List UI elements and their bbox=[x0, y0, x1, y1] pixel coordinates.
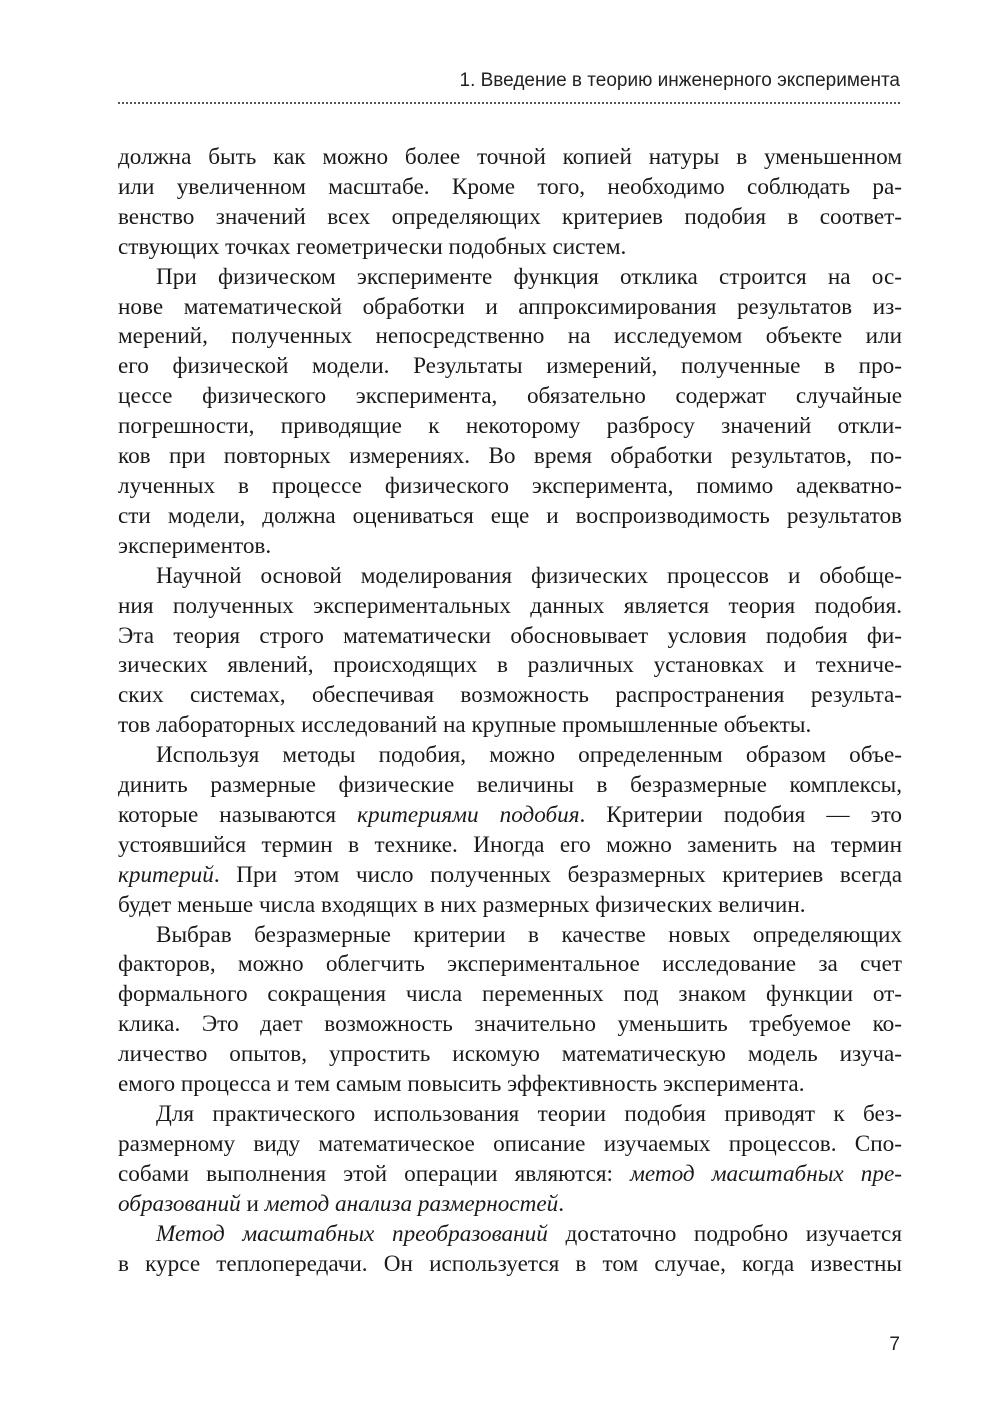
text-line: Для практического использования теории подобия приводят к без- bbox=[156, 1101, 902, 1127]
italic-term: метод анализа размерностей bbox=[264, 1190, 559, 1217]
paragraph bbox=[118, 741, 902, 920]
running-header bbox=[118, 68, 900, 104]
text-line: собами выполнения этой операции являются: метод масштабных пре- bbox=[118, 1160, 903, 1187]
text-line: мерений, полученных непосредственно на исследуемом объекте или bbox=[118, 323, 902, 350]
italic-term: метод масштабных пре- bbox=[630, 1160, 903, 1187]
text-line: ских системах, обеспечивая возможность распространения результа- bbox=[118, 682, 902, 709]
text-line: динить размерные физические величины в безразмерные комплексы, bbox=[118, 772, 902, 799]
text-line: будет меньше числа входящих в них размерных физических величин. bbox=[118, 891, 806, 918]
text-line: ствующих точках геометрически подобных систем. bbox=[118, 233, 627, 260]
text-line: нове математической обработки и аппроксимирования результатов из- bbox=[118, 293, 902, 320]
text-line: Эта теория строго математически обосновывает условия подобия фи- bbox=[118, 622, 902, 649]
text-line: размерному виду математическое описание изучаемых процессов. Спо- bbox=[118, 1130, 902, 1157]
text-line: образований и метод анализа размерностей. bbox=[118, 1190, 565, 1217]
italic-term: образований bbox=[118, 1190, 241, 1217]
text-line: сти модели, должна оцениваться еще и воспроизводимость результатов bbox=[118, 502, 902, 529]
text-line: ния полученных экспериментальных данных является теория подобия. bbox=[118, 592, 902, 619]
page-number bbox=[889, 1333, 900, 1357]
italic-term: критериями подобия bbox=[357, 801, 580, 828]
text-line: критерий. При этом число полученных безразмерных критериев всегда bbox=[118, 861, 902, 888]
text-line: Используя методы подобия, можно определенным образом объе- bbox=[156, 742, 902, 769]
paragraph bbox=[118, 143, 902, 263]
text-line: формального сокращения числа переменных под знаком функции от- bbox=[118, 981, 902, 1008]
text-line: цессе физического эксперимента, обязательно содержат случайные bbox=[118, 383, 902, 410]
running-header-title: 1. Введение в теорию инженерного эксперимента bbox=[459, 70, 900, 91]
text-line: устоявшийся термин в технике. Иногда его можно заменить на термин bbox=[118, 831, 902, 858]
text-line: которые называются критериями подобия. Критерии подобия — это bbox=[118, 801, 902, 828]
text-line: тов лабораторных исследований на крупные промышленные объекты. bbox=[118, 712, 812, 739]
text-line: Выбрав безразмерные критерии в качестве новых определяющих bbox=[156, 921, 902, 948]
text-line: венство значений всех определяющих критериев подобия в соответ- bbox=[118, 203, 902, 230]
text-line: зических явлений, происходящих в различных установках и техниче- bbox=[118, 652, 902, 679]
italic-term: критерий bbox=[118, 861, 214, 888]
paragraph bbox=[118, 1100, 902, 1220]
paragraph bbox=[118, 921, 902, 1100]
text-line: лученных в процессе физического эксперимента, помимо адекватно- bbox=[118, 472, 902, 499]
text-line: Метод масштабных преобразований достаточно подробно изучается bbox=[156, 1220, 902, 1247]
text-line: факторов, можно облегчить экспериментальное исследование за счет bbox=[118, 951, 902, 978]
text-line: ков при повторных измерениях. Во время обработки результатов, по- bbox=[118, 443, 902, 470]
text-line: личество опытов, упростить искомую математическую модель изуча- bbox=[118, 1041, 902, 1068]
text-line: клика. Это дает возможность значительно уменьшить требуемое ко- bbox=[118, 1011, 902, 1038]
text-line: погрешности, приводящие к некоторому разбросу значений откли- bbox=[118, 413, 902, 440]
page-body bbox=[118, 143, 902, 1279]
text-line: Научной основой моделирования физических процессов и обобще- bbox=[156, 562, 902, 589]
text-line: в курсе теплопередачи. Он используется в том случае, когда известны bbox=[118, 1250, 902, 1277]
text-line: емого процесса и тем самым повысить эффективность эксперимента. bbox=[118, 1071, 805, 1098]
italic-term: Метод масштабных преобразований bbox=[156, 1220, 548, 1247]
paragraph bbox=[118, 1220, 902, 1280]
paragraph bbox=[118, 562, 902, 741]
text-line: должна быть как можно более точной копией натуры в уменьшенном bbox=[118, 144, 902, 170]
paragraph bbox=[118, 263, 902, 562]
page-number-text: 7 bbox=[889, 1334, 900, 1355]
text-line: или увеличенном масштабе. Кроме того, необходимо соблюдать ра- bbox=[118, 173, 902, 200]
text-line: экспериментов. bbox=[118, 532, 272, 559]
text-line: его физической модели. Результаты измерений, полученные в про- bbox=[118, 353, 902, 380]
text-line: При физическом эксперименте функция отклика строится на ос- bbox=[156, 263, 902, 290]
